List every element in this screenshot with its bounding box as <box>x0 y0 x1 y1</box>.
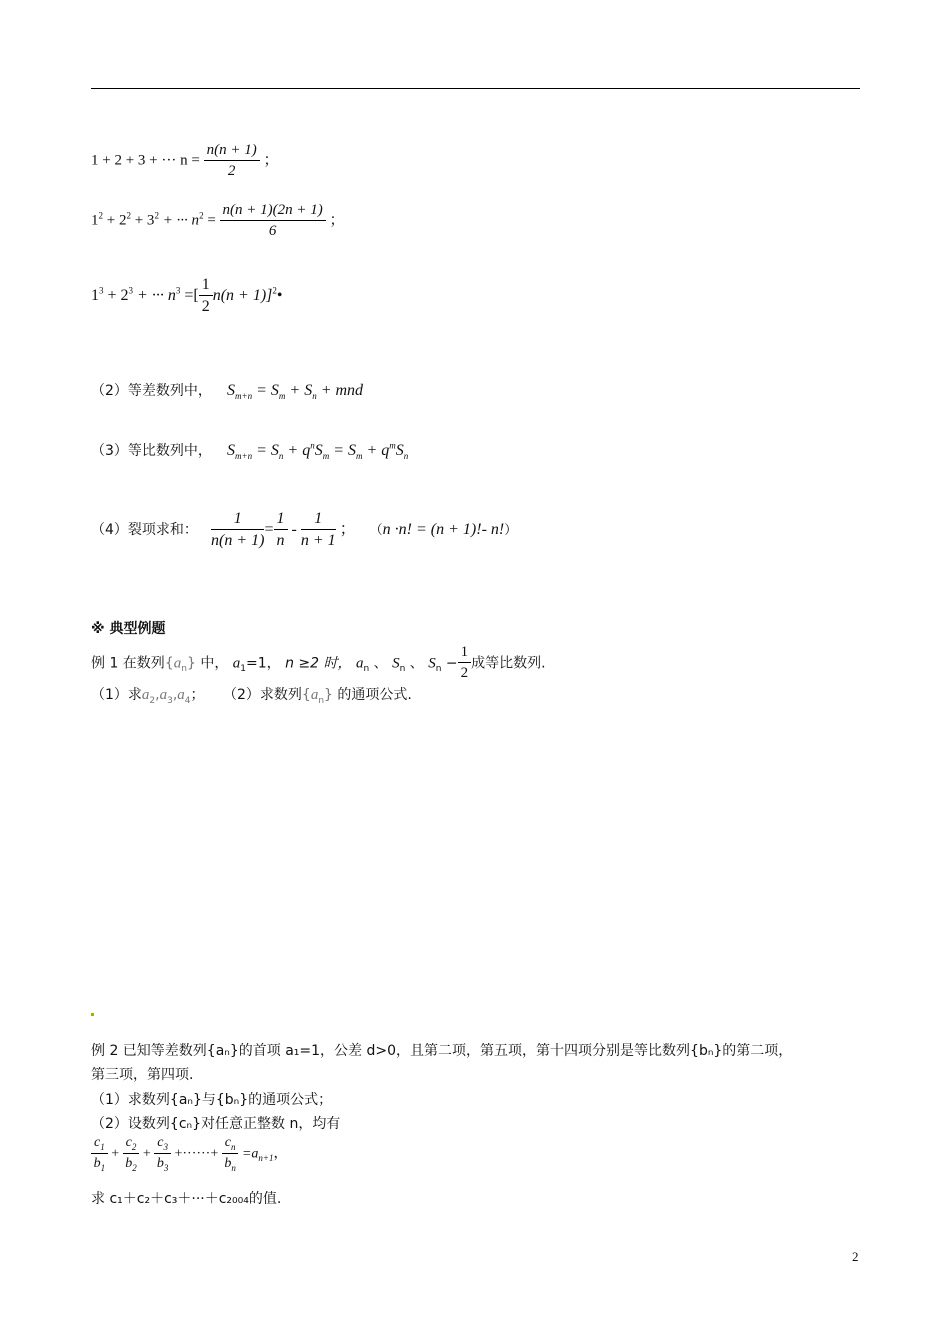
formula-sum-integers: 1 + 2 + 3 + ··· n = $\frac{n(n + 1)}{2}$ ； <box>91 142 279 180</box>
section-heading: ※ 典型例题 <box>91 621 166 637</box>
fraction: $\frac{1}{n}$ <box>274 510 288 551</box>
example2-line4: （2）设数列{cₙ}对任意正整数 n，均有 <box>91 1116 341 1132</box>
example2-line2: 第三项，第四项. <box>91 1067 194 1083</box>
fraction: $\frac{1}{n(n + 1)}$ <box>211 510 265 550</box>
example1-line2: （1）求$a_2,a_3,a_4$； （2）求数列$\{a_n\}$ 的通项公式. <box>91 687 412 706</box>
fraction: $\frac{c_1}{b_1}$ <box>91 1135 108 1173</box>
page-number: 2 <box>852 1249 859 1264</box>
item-telescoping-sum: （4）裂项求和： $\frac{1}{n(n + 1)}$ = $\frac{1}{n}$ - $\frac{1}{n + 1}$ ； （n ·n! = (n + 1)!- n!） <box>91 510 518 550</box>
fraction: $\frac{1}{2}$ <box>199 276 213 317</box>
stray-mark <box>91 1013 94 1016</box>
item-arithmetic-property: （2）等差数列中， $S_{m+n} = S_m + S_n$ + mnd <box>91 382 364 402</box>
formula-sum-cubes: $1^3 + 2^3$ + ··· $n^3$ =[ $\frac{1}{2}$ n(n + 1)]$^2$• <box>91 276 283 316</box>
fraction: $\frac{c_3}{b_3}$ <box>154 1135 171 1173</box>
fraction: $\frac{1}{n + 1}$ <box>300 510 336 550</box>
item-geometric-property: （3）等比数列中， $S_{m+n} = S_n + q^nS_m = S_m + q^mS_n$ <box>91 440 409 462</box>
example2-line1: 例 2 已知等差数列{aₙ}的首项 a₁=1，公差 d>0，且第二项，第五项，第十四项分别是等比数列{bₙ}的第二项， <box>91 1043 793 1059</box>
fraction: $\frac{n(n + 1)}{2}$ <box>204 142 260 181</box>
example2-line6: 求 c₁＋c₂＋c₃＋···＋c₂₀₀₄的值. <box>91 1191 282 1207</box>
example2-line3: （1）求数列{aₙ}与{bₙ}的通项公式； <box>91 1092 333 1108</box>
fraction: $\frac{n(n + 1)(2n + 1)}{6}$ <box>220 202 326 241</box>
example1-line1: 例 1 在数列$\{a_n\}$ 中， $a_1=1$， n ≥2 时， $a_n$ 、 $S_n$ 、 $S_n$ − $\frac{1}{2}$ 成等比数列. <box>91 644 546 682</box>
formula-lhs: 1 + 2 + 3 + ··· n = <box>91 152 200 169</box>
fraction: $\frac{1}{2}$ <box>458 644 472 683</box>
example2-sum-formula: $\frac{c_1}{b_1}$ + $\frac{c_2}{b_2}$ + $\frac{c_3}{b_3}$ +······+ $\frac{c_n}{b_n}$ $=a_{n+1}$， <box>91 1135 287 1173</box>
fraction: $\frac{c_n}{b_n}$ <box>222 1135 239 1173</box>
header-rule <box>91 88 860 89</box>
formula-sum-squares: $1^2 + 2^2 + 3^2$ + ··· $n^2$ = $\frac{n(n + 1)(2n + 1)}{6}$ ； <box>91 202 345 240</box>
fraction: $\frac{c_2}{b_2}$ <box>123 1135 140 1173</box>
